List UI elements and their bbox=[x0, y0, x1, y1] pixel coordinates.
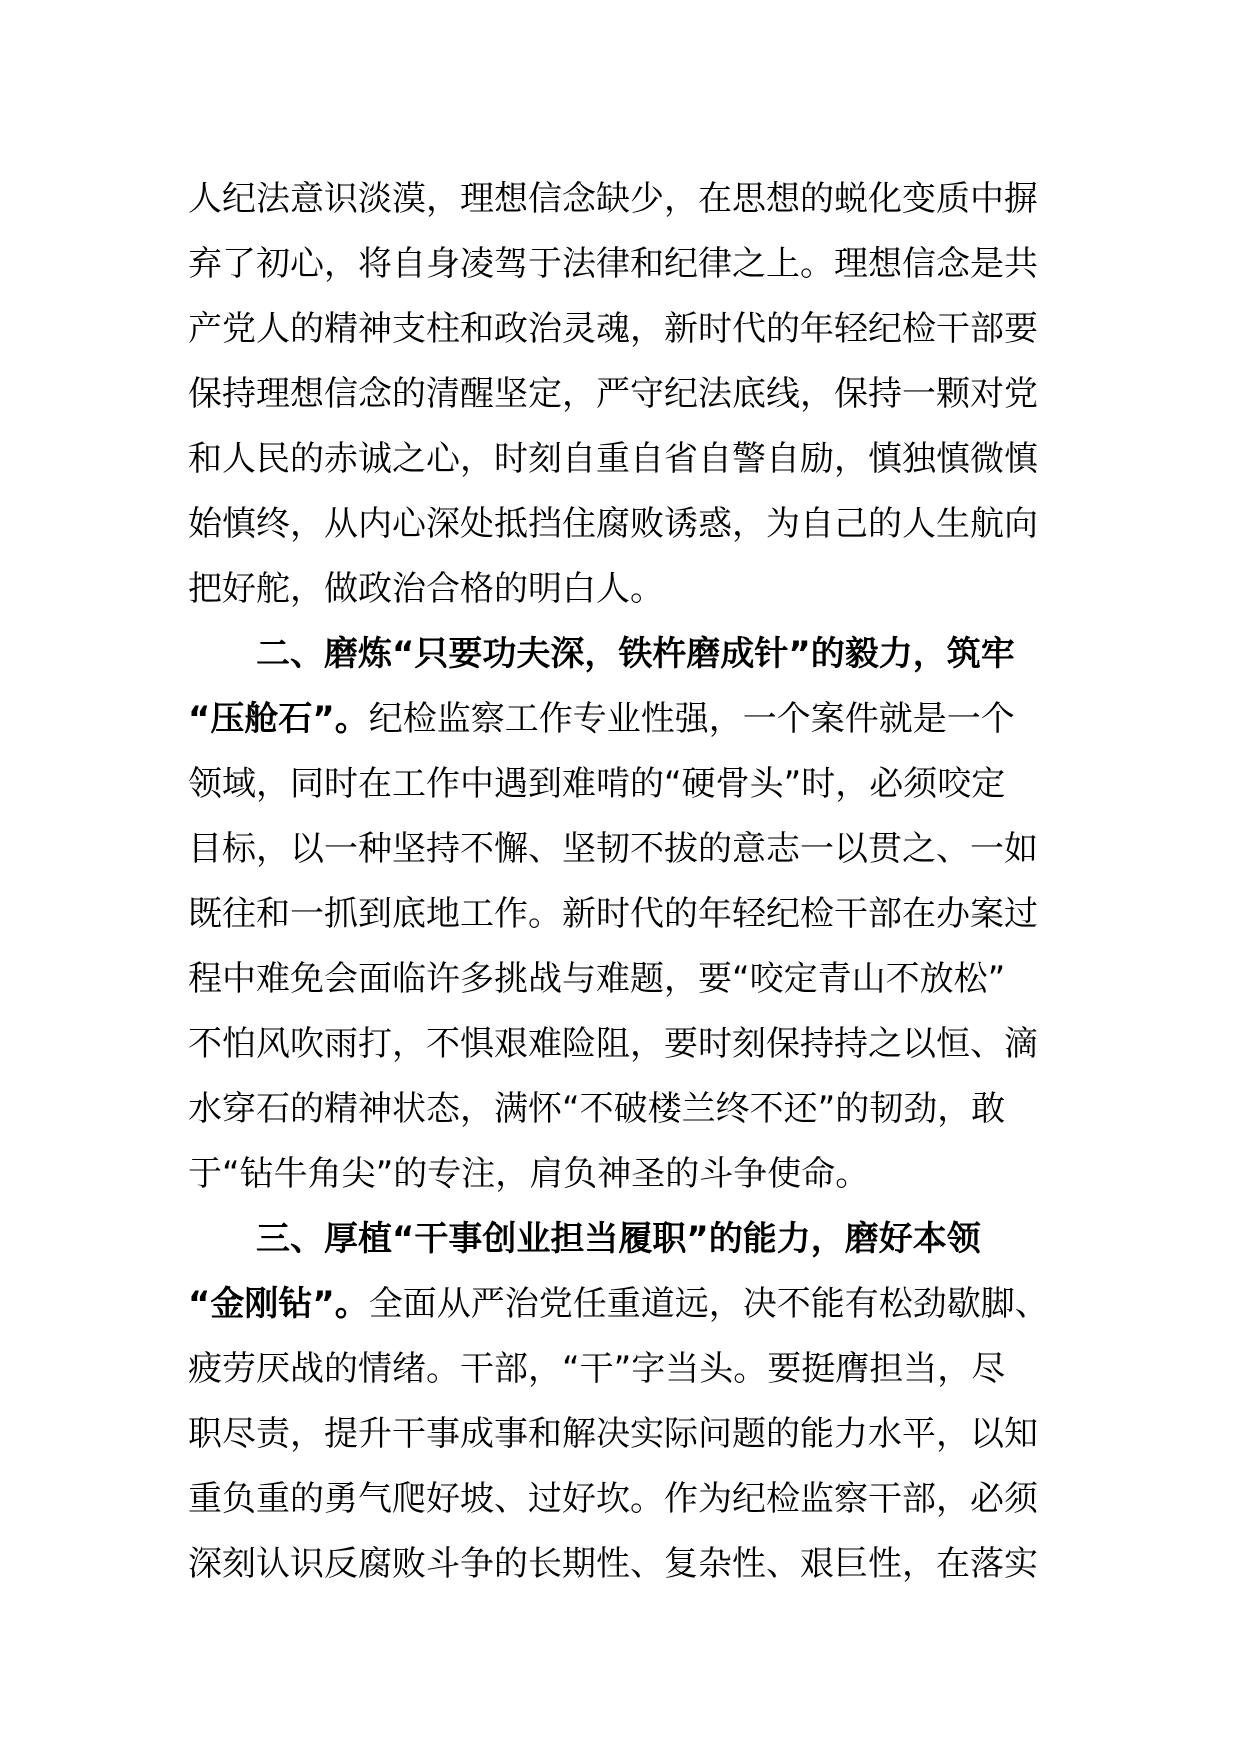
text-line: 弃了初心，将自身凌驾于法律和纪律之上。理想信念是共 bbox=[188, 244, 1038, 284]
text-line: 于“钻牛角尖”的专注，肩负神圣的斗争使命。 bbox=[188, 1154, 870, 1194]
text-line bbox=[188, 687, 1052, 752]
section-heading-keyword: “金刚钻”。 bbox=[188, 1284, 369, 1324]
section-3 bbox=[188, 1207, 1052, 1597]
paragraph-1 bbox=[188, 167, 1052, 622]
text-line: 深刻认识反腐败斗争的长期性、复杂性、艰巨性，在落实 bbox=[188, 1544, 1038, 1584]
text-line: 程中难免会面临许多挑战与难题，要“咬定青山不放松” bbox=[188, 959, 1006, 999]
text-line: 产党人的精神支柱和政治灵魂，新时代的年轻纪检干部要 bbox=[188, 309, 1038, 349]
text-line: 和人民的赤诚之心，时刻自重自省自警自励，慎独慎微慎 bbox=[188, 439, 1038, 479]
text-line: 不怕风吹雨打，不惧艰难险阻，要时刻保持持之以恒、滴 bbox=[188, 1024, 1038, 1064]
text-line bbox=[188, 1272, 1052, 1337]
section-heading: 三、厚植“干事创业担当履职”的能力，磨好本领 bbox=[256, 1219, 981, 1259]
text-line: 保持理想信念的清醒坚定，严守纪法底线，保持一颗对党 bbox=[188, 374, 1038, 414]
text-line: 重负重的勇气爬好坡、过好坎。作为纪检监察干部，必须 bbox=[188, 1479, 1038, 1519]
text-line: 疲劳厌战的情绪。干部，“干”字当头。要挺膺担当，尽 bbox=[188, 1349, 1006, 1389]
text-span: 全面从严治党任重道远，决不能有松劲歇脚、 bbox=[368, 1284, 1049, 1324]
text-span: 纪检监察工作专业性强，一个案件就是一个 bbox=[368, 699, 1015, 739]
document-page bbox=[188, 167, 1052, 1597]
section-heading-keyword: “压舱石”。 bbox=[188, 699, 369, 739]
text-line: 水穿石的精神状态，满怀“不破楼兰终不还”的韧劲，敢 bbox=[188, 1089, 1006, 1129]
text-line: 既往和一抓到底地工作。新时代的年轻纪检干部在办案过 bbox=[188, 894, 1038, 934]
text-line: 人纪法意识淡漠，理想信念缺少，在思想的蜕化变质中摒 bbox=[188, 179, 1038, 219]
text-line: 始慎终，从内心深处抵挡住腐败诱惑，为自己的人生航向 bbox=[188, 504, 1038, 544]
text-line: 职尽责，提升干事成事和解决实际问题的能力水平，以知 bbox=[188, 1414, 1038, 1454]
text-line: 目标，以一种坚持不懈、坚韧不拔的意志一以贯之、一如 bbox=[188, 829, 1038, 869]
section-heading: 二、磨炼“只要功夫深，铁杵磨成针”的毅力，筑牢 bbox=[256, 634, 1015, 674]
text-line: 把好舵，做政治合格的明白人。 bbox=[188, 569, 664, 609]
section-2 bbox=[188, 622, 1052, 1207]
text-line: 领域，同时在工作中遇到难啃的“硬骨头”时，必须咬定 bbox=[188, 764, 1006, 804]
